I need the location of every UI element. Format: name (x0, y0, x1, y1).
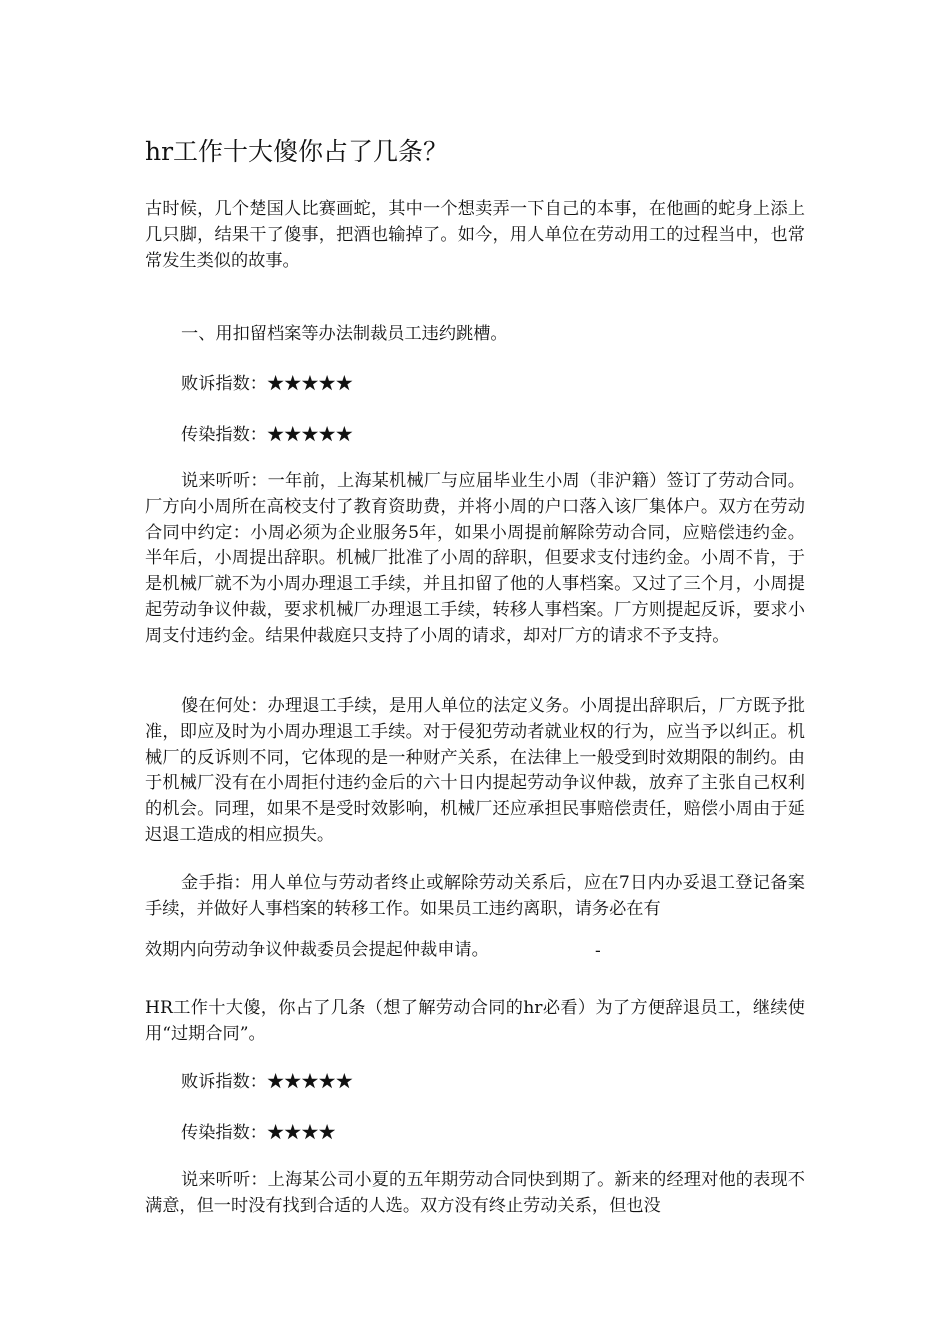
section1-spread-index: 传染指数：★★★★★ (181, 425, 353, 445)
section2-spread-index: 传染指数：★★★★ (181, 1123, 336, 1143)
page-separator-dash: - (595, 941, 601, 961)
section2-heading-paragraph: HR工作十大傻，你占了几条（想了解劳动合同的hr必看）为了方便辞退员工，继续使用“过期合同”。 (145, 998, 805, 1044)
section2-lose-index: 败诉指数：★★★★★ (181, 1072, 353, 1092)
section1-tip-continued: 效期内向劳动争议仲裁委员会提起仲裁申请。 (145, 940, 489, 960)
section1-analysis-paragraph: 傻在何处：办理退工手续，是用人单位的法定义务。小周提出辞职后，厂方既予批准，即应及时为小周办理退工手续。对于侵犯劳动者就业权的行为，应当予以纠正。机械厂的反诉则不同，它体现的是一种财产关系，在法律上一般受到时效期限的制约。由于机械厂没有在小周拒付违约金后的六十日内提起劳动争议仲裁，放弃了主张自己权利的机会。同理，如果不是受时效影响，机械厂还应承担民事赔偿责任，赔偿小周由于延迟退工造成的相应损失。 (145, 696, 805, 845)
section1-heading: 一、用扣留档案等办法制裁员工违约跳槽。 (181, 324, 508, 344)
section1-story-paragraph: 说来听听：一年前，上海某机械厂与应届毕业生小周（非沪籍）签订了劳动合同。厂方向小周所在高校支付了教育资助费，并将小周的户口落入该厂集体户。双方在劳动合同中约定：小周必须为企业服务5年，如果小周提前解除劳动合同，应赔偿违约金。半年后，小周提出辞职。机械厂批准了小周的辞职，但要求支付违约金。小周不肯，于是机械厂就不为小周办理退工手续，并且扣留了他的人事档案。又过了三个月，小周提起劳动争议仲裁，要求机械厂办理退工手续，转移人事档案。厂方则提起反诉，要求小周支付违约金。结果仲裁庭只支持了小周的请求，却对厂方的请求不予支持。 (145, 471, 805, 646)
document-title: hr工作十大傻你占了几条？ (145, 137, 449, 166)
section1-lose-index: 败诉指数：★★★★★ (181, 374, 353, 394)
section1-tip-paragraph: 金手指：用人单位与劳动者终止或解除劳动关系后，应在7日内办妥退工登记备案手续，并做好人事档案的转移工作。如果员工违约离职，请务必在有 (145, 873, 805, 919)
section2-story-paragraph: 说来听听：上海某公司小夏的五年期劳动合同快到期了。新来的经理对他的表现不满意，但一时没有找到合适的人选。双方没有终止劳动关系，但也没 (145, 1170, 805, 1216)
intro-paragraph: 古时候，几个楚国人比赛画蛇，其中一个想卖弄一下自己的本事，在他画的蛇身上添上几只脚，结果干了傻事，把酒也输掉了。如今，用人单位在劳动用工的过程当中，也常常发生类似的故事。 (145, 199, 805, 271)
